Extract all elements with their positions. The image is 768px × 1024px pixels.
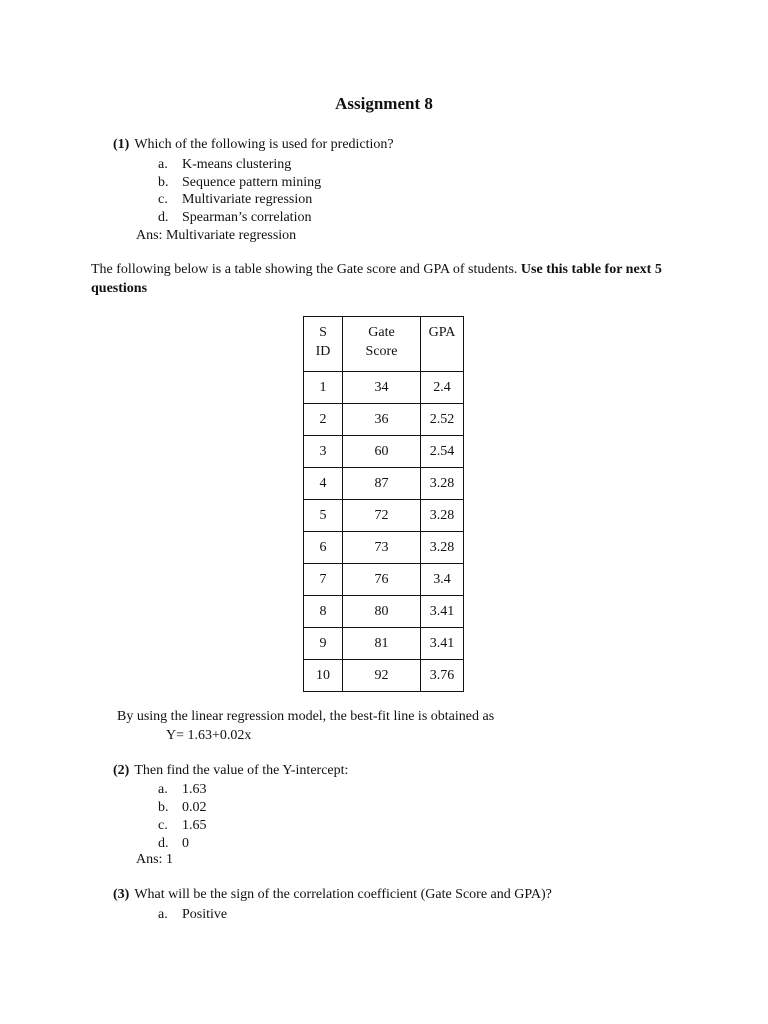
table-cell: 92 — [343, 660, 421, 692]
table-cell: 5 — [304, 500, 343, 532]
table-cell: 80 — [343, 596, 421, 628]
table-intro-bold: Use this table for next 5 — [520, 262, 662, 277]
question-text: Which of the following is used for prediction? — [134, 137, 394, 152]
table-row — [304, 500, 464, 532]
gate-gpa-table — [303, 316, 464, 692]
table-row — [304, 628, 464, 660]
table-cell: 8 — [304, 596, 343, 628]
question-number: (3) — [113, 887, 130, 902]
option-item: a. Positive — [158, 907, 228, 922]
table-cell: 2.54 — [421, 436, 464, 468]
table-row — [304, 404, 464, 436]
table-intro-bold-continued: questions — [91, 281, 148, 296]
page-title: Assignment 8 — [335, 94, 433, 113]
table-cell: 3.28 — [421, 532, 464, 564]
table-intro-text: The following below is a table showing the Gate score and GPA of students. — [91, 262, 518, 277]
table-cell: 34 — [343, 372, 421, 404]
table-row — [304, 564, 464, 596]
question-3-options — [158, 906, 227, 924]
table-cell: 1 — [304, 372, 343, 404]
table-cell: 3.4 — [421, 564, 464, 596]
question-3 — [113, 887, 552, 903]
question-text: What will be the sign of the correlation coefficient (Gate Score and GPA)? — [134, 887, 552, 902]
question-2-options — [158, 781, 207, 853]
table-cell: 6 — [304, 532, 343, 564]
table-cell: 36 — [343, 404, 421, 436]
table-cell: 3.28 — [421, 468, 464, 500]
question-1-answer: Ans: Multivariate regression — [136, 228, 297, 243]
option-item: b. 0.02 — [158, 800, 207, 815]
table-cell: 3.28 — [421, 500, 464, 532]
table-cell: 2.52 — [421, 404, 464, 436]
table-cell: 3 — [304, 436, 343, 468]
question-number: (1) — [113, 137, 130, 152]
table-cell: 4 — [304, 468, 343, 500]
table-intro — [91, 262, 662, 278]
table-row — [304, 660, 464, 692]
option-item: d. 0 — [158, 836, 189, 851]
table-cell: 72 — [343, 500, 421, 532]
column-header-sid: S ID — [304, 317, 343, 372]
option-item: c. 1.65 — [158, 818, 207, 833]
table-cell: 73 — [343, 532, 421, 564]
table-cell: 2.4 — [421, 372, 464, 404]
question-number: (2) — [113, 763, 130, 778]
table-cell: 3.41 — [421, 628, 464, 660]
table-row — [304, 596, 464, 628]
regression-intro: By using the linear regression model, the best-fit line is obtained as — [117, 709, 495, 724]
question-1 — [113, 137, 394, 153]
table-row — [304, 532, 464, 564]
table-row — [304, 468, 464, 500]
option-item: d. Spearman’s correlation — [158, 209, 312, 225]
option-item: a. 1.63 — [158, 782, 207, 797]
regression-equation: Y= 1.63+0.02x — [166, 728, 252, 743]
column-header-gate-score: Gate Score — [343, 317, 421, 372]
option-item: c. Multivariate regression — [158, 192, 313, 207]
table-row — [304, 372, 464, 404]
question-2 — [113, 763, 348, 779]
option-item: a. K-means clustering — [158, 157, 292, 172]
table-cell: 9 — [304, 628, 343, 660]
question-1-options — [158, 156, 321, 226]
table-cell: 3.41 — [421, 596, 464, 628]
table-cell: 87 — [343, 468, 421, 500]
table-cell: 2 — [304, 404, 343, 436]
table-header-row — [304, 317, 464, 372]
option-item: b. Sequence pattern mining — [158, 174, 322, 190]
table-cell: 81 — [343, 628, 421, 660]
question-text: Then find the value of the Y-intercept: — [134, 763, 349, 778]
table-cell: 10 — [304, 660, 343, 692]
table-cell: 76 — [343, 564, 421, 596]
table-body — [304, 372, 464, 692]
table-cell: 60 — [343, 436, 421, 468]
table-cell: 7 — [304, 564, 343, 596]
column-header-gpa: GPA — [421, 317, 464, 372]
table-cell: 3.76 — [421, 660, 464, 692]
table-row — [304, 436, 464, 468]
question-2-answer: Ans: 1 — [136, 852, 173, 867]
